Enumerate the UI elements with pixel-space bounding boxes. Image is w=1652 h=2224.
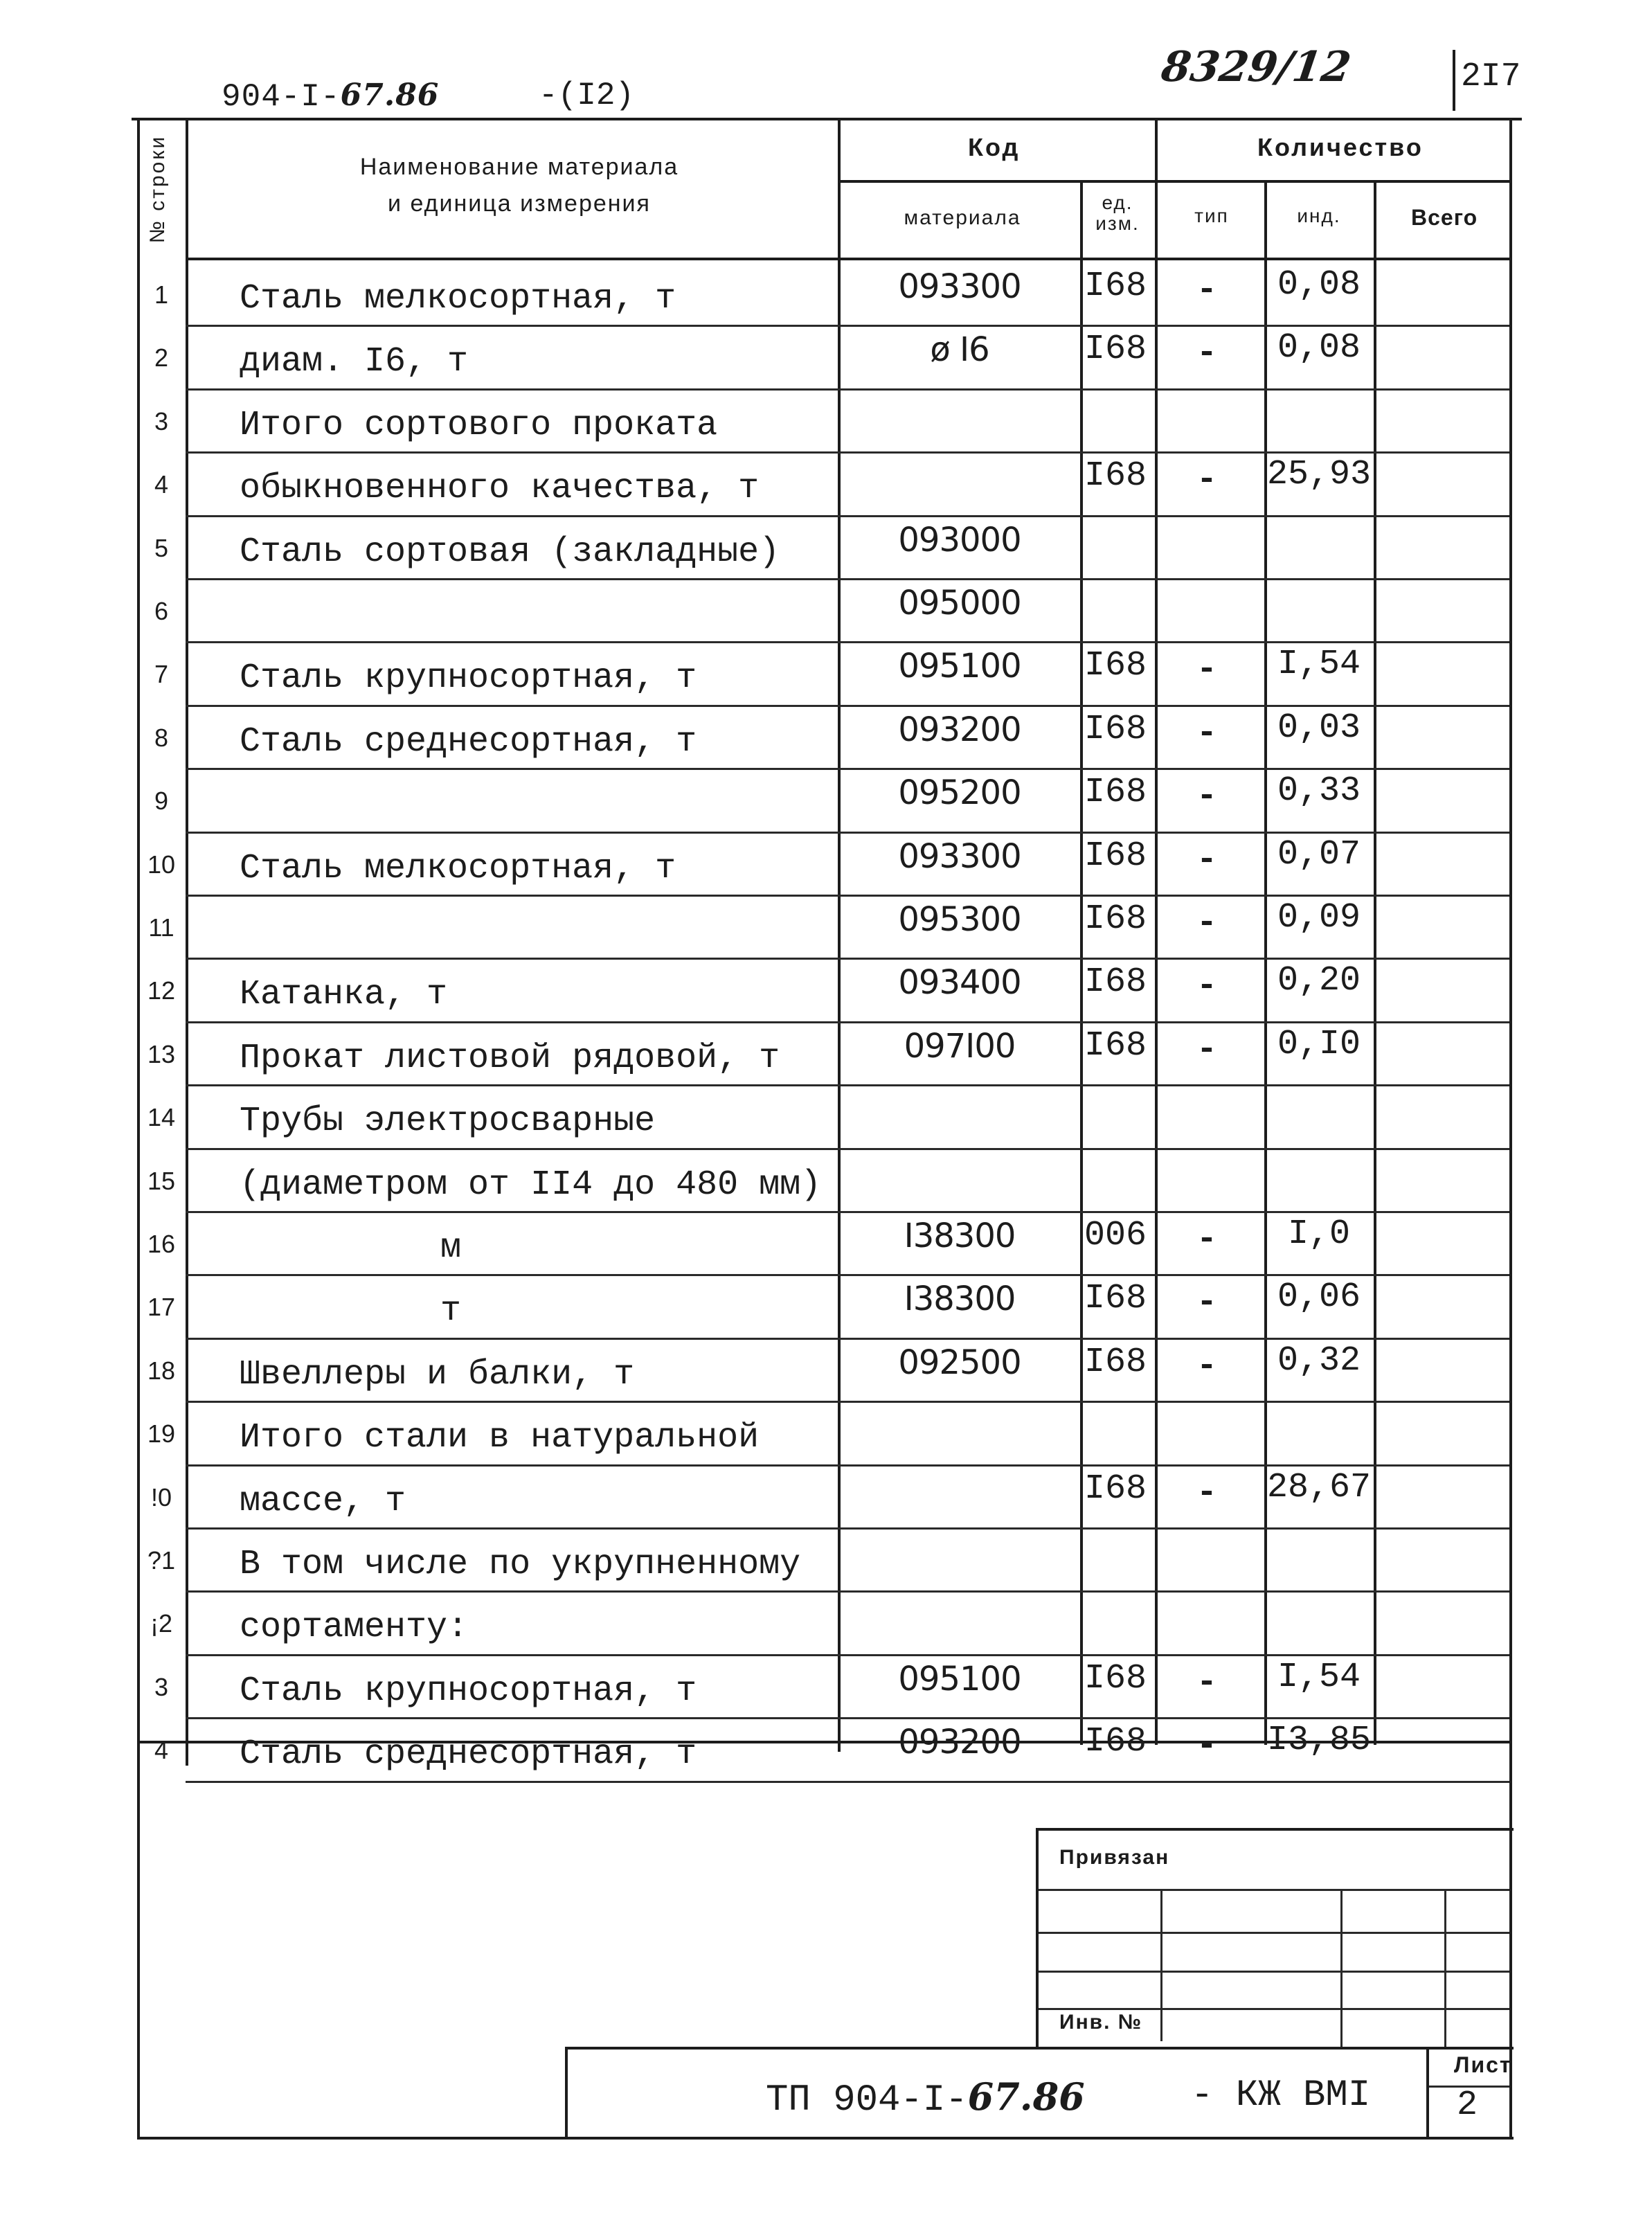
row-number: !0	[150, 1482, 172, 1512]
row-divider	[186, 325, 1509, 327]
quantity-type: -	[1196, 1346, 1217, 1386]
row-divider	[186, 641, 1509, 643]
quantity-individual: 28,67	[1266, 1467, 1372, 1507]
quantity-individual: I,54	[1277, 1657, 1361, 1697]
unit-code: I68	[1084, 1025, 1147, 1066]
quantity-type: -	[1196, 334, 1217, 374]
section-number: -(I2)	[539, 78, 635, 114]
row-number: ?1	[147, 1546, 176, 1575]
quantity-type: -	[1196, 1726, 1217, 1766]
quantity-type: -	[1196, 271, 1217, 310]
quantity-type: -	[1196, 904, 1217, 943]
quantity-individual: I,54	[1277, 645, 1361, 685]
row-divider	[186, 1148, 1509, 1150]
handwritten-reference: 8329/12	[1158, 43, 1354, 91]
row-number: 10	[147, 850, 176, 879]
row-divider	[186, 958, 1509, 960]
material-name: Трубы электросварные	[240, 1102, 656, 1142]
row-number: 4	[154, 1736, 169, 1765]
name-header-line2: и единица измерения	[388, 190, 651, 217]
designation-prefix: ТП 904-I-	[766, 2079, 968, 2122]
designation-handwritten: 67.86	[967, 2074, 1085, 2119]
quantity-individual: 0,20	[1277, 961, 1361, 1001]
material-name: диам. I6, т	[240, 342, 469, 382]
row-number: ¡2	[150, 1609, 172, 1638]
material-code: 095300	[898, 900, 1021, 939]
quantity-type: -	[1196, 1220, 1217, 1259]
material-name: Сталь мелкосортная, т	[240, 279, 676, 319]
unit-code: I68	[1084, 899, 1147, 939]
row-number: 15	[147, 1166, 176, 1195]
material-name: (диаметром от II4 до 480 мм)	[240, 1165, 822, 1205]
unit-code: I68	[1084, 1279, 1147, 1319]
quantity-individual: 25,93	[1266, 455, 1372, 495]
material-name: м	[440, 1228, 462, 1268]
sheet-number: 2	[1457, 2086, 1478, 2125]
row-divider	[186, 388, 1509, 391]
quantity-individual: 0,03	[1277, 708, 1361, 748]
row-number: 18	[147, 1356, 176, 1385]
material-name: сортаменту:	[240, 1608, 469, 1648]
row-number: 3	[154, 406, 169, 436]
unit-code: I68	[1084, 1469, 1147, 1509]
unit-code: I68	[1084, 1722, 1147, 1762]
qty-total-header: Всего	[1411, 205, 1478, 230]
drawing-mark: - КЖ ВМI	[1191, 2074, 1371, 2117]
unit-code: I68	[1084, 1658, 1147, 1698]
row-number: 11	[148, 913, 174, 942]
material-name: Итого стали в натуральной	[240, 1418, 760, 1458]
quantity-type: -	[1196, 1662, 1217, 1703]
row-divider	[186, 1590, 1509, 1593]
material-code: 095200	[898, 773, 1021, 813]
inventory-number-label: Инв. №	[1059, 2011, 1143, 2034]
qty-type-header: тип	[1194, 205, 1229, 226]
row-divider	[186, 705, 1509, 707]
quantity-individual: 0,07	[1277, 834, 1361, 875]
sheet-label: Лист	[1454, 2052, 1512, 2077]
quantity-individual: 0,33	[1277, 771, 1361, 811]
row-number: 6	[154, 597, 169, 625]
row-divider	[186, 1464, 1509, 1467]
material-name: Сталь крупносортная, т	[240, 1671, 697, 1711]
row-divider	[186, 1781, 1509, 1783]
material-name: Швеллеры и балки, т	[240, 1354, 635, 1395]
quantity-individual: 0,08	[1277, 265, 1361, 305]
material-code: 093200	[898, 710, 1021, 749]
material-code: 093300	[898, 267, 1021, 306]
quantity-individual: 0,32	[1277, 1340, 1361, 1381]
unit-code: I68	[1084, 709, 1147, 749]
material-name: Сталь крупносортная, т	[240, 658, 697, 699]
material-name: Сталь мелкосортная, т	[240, 848, 676, 888]
quantity-type: -	[1196, 1283, 1217, 1323]
row-number: 17	[147, 1293, 176, 1322]
quantity-individual: I3,85	[1266, 1721, 1372, 1761]
page-number-divider	[1453, 50, 1455, 111]
row-divider	[186, 1401, 1509, 1403]
document-number-prefix: 904-I-	[222, 79, 341, 115]
material-code: 093400	[898, 963, 1021, 1003]
material-code: 093000	[898, 520, 1021, 559]
material-code: I38300	[904, 1280, 1016, 1319]
row-divider	[186, 832, 1509, 834]
material-code: 093200	[898, 1723, 1021, 1762]
material-name: т	[440, 1291, 462, 1331]
row-divider	[186, 1274, 1509, 1276]
material-name: Сталь сортовая (закладные)	[240, 532, 780, 572]
row-divider	[186, 1211, 1509, 1213]
name-column-header	[263, 154, 775, 217]
bound-label: Привязан	[1059, 1846, 1170, 1869]
row-divider	[186, 515, 1509, 517]
material-name: Сталь среднесортная, т	[240, 721, 697, 762]
row-number: 4	[154, 470, 169, 499]
row-number: 7	[154, 660, 169, 689]
quantity-type: -	[1196, 777, 1217, 817]
material-code: 093300	[898, 836, 1021, 876]
material-code: 095000	[898, 584, 1021, 622]
material-name: обыкновенного качества, т	[240, 469, 760, 509]
code-material-header: материала	[904, 206, 1021, 229]
row-number: 5	[154, 533, 169, 562]
quantity-type: -	[1196, 713, 1217, 753]
row-divider	[186, 1717, 1509, 1719]
qty-ind-header: инд.	[1297, 205, 1341, 226]
document-number-handwritten: 67.86	[340, 78, 440, 113]
quantity-column-header: Количество	[1257, 133, 1424, 161]
row-divider	[186, 1084, 1509, 1086]
quantity-type: -	[1196, 967, 1217, 1007]
material-code: 097I00	[904, 1026, 1016, 1066]
material-name: Прокат листовой рядовой, т	[240, 1038, 780, 1078]
quantity-type: -	[1196, 1473, 1217, 1513]
quantity-individual: 0,08	[1277, 328, 1361, 368]
unit-code: I68	[1084, 330, 1147, 370]
row-divider	[186, 1527, 1509, 1530]
unit-code: I68	[1084, 456, 1147, 496]
name-header-line1: Наименование материала	[359, 154, 679, 180]
row-number: 9	[154, 787, 169, 816]
quantity-type: -	[1196, 650, 1217, 690]
row-divider	[186, 768, 1509, 770]
unit-code: 006	[1084, 1216, 1147, 1255]
unit-code: I68	[1084, 1342, 1147, 1382]
material-code: 092500	[898, 1343, 1021, 1382]
material-code: 095100	[898, 1659, 1021, 1698]
row-divider	[186, 578, 1509, 580]
quantity-individual: 0,09	[1277, 898, 1361, 938]
row-number: 8	[154, 723, 169, 752]
row-number: 14	[147, 1103, 176, 1132]
row-number-header-label: № строки	[146, 134, 169, 244]
row-number-header	[130, 123, 186, 255]
material-name: В том числе по укрупненному	[240, 1545, 801, 1584]
row-number: 2	[154, 343, 169, 373]
material-name: массе, т	[240, 1481, 406, 1521]
row-divider	[186, 1338, 1509, 1340]
row-number: 12	[147, 976, 176, 1005]
quantity-type: -	[1196, 1030, 1217, 1070]
quantity-individual: I,0	[1287, 1214, 1350, 1254]
row-number: 1	[154, 280, 169, 309]
quantity-individual: 0,I0	[1277, 1024, 1361, 1064]
row-divider	[186, 1654, 1509, 1656]
row-number: 19	[147, 1419, 176, 1449]
unit-code: I68	[1084, 646, 1147, 686]
unit-code: I68	[1084, 836, 1147, 876]
drawing-designation	[766, 2074, 1085, 2122]
material-name: Итого сортового проката	[240, 405, 718, 445]
row-divider	[186, 1021, 1509, 1023]
unit-code: I68	[1084, 962, 1147, 1003]
quantity-type: -	[1196, 460, 1217, 501]
unit-code: I68	[1084, 267, 1147, 306]
material-code: ø I6	[930, 330, 989, 370]
material-name: Сталь среднесортная, т	[240, 1734, 697, 1775]
row-divider	[186, 895, 1509, 897]
row-number: 3	[154, 1672, 169, 1701]
material-name: Катанка, т	[240, 975, 448, 1015]
material-code: I38300	[904, 1217, 1016, 1255]
row-divider	[186, 451, 1509, 454]
document-number	[222, 78, 439, 115]
material-code: 095100	[898, 647, 1021, 686]
quantity-type: -	[1196, 840, 1217, 880]
code-column-header: Код	[968, 133, 1021, 161]
quantity-individual: 0,06	[1277, 1277, 1361, 1318]
row-number: 13	[147, 1039, 176, 1068]
unit-code: I68	[1084, 773, 1147, 813]
code-unit-header: ед. изм.	[1095, 192, 1140, 234]
page-number: 2I7	[1461, 58, 1521, 96]
row-number: 16	[147, 1230, 176, 1258]
